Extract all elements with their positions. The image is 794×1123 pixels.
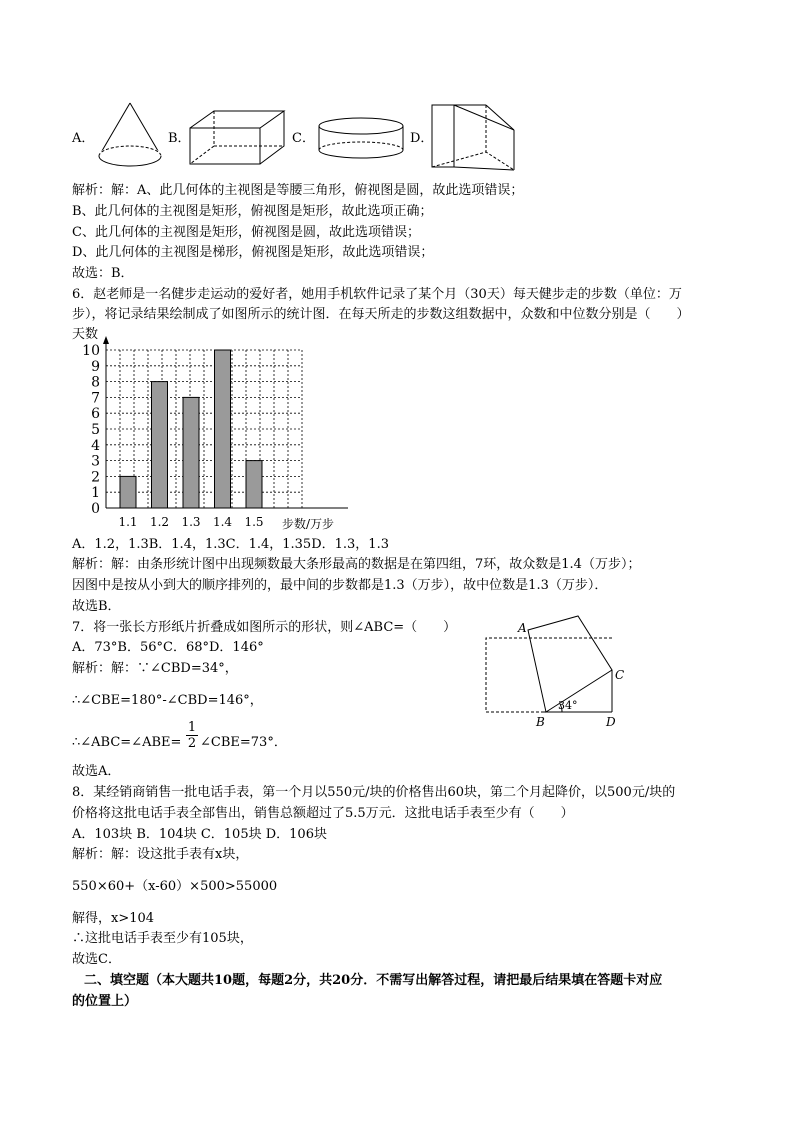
point-d-label: D [606,715,616,729]
x-tick-label: 1.5 [244,515,264,529]
folded-rectangle-figure [478,610,638,730]
y-tick-label: 10 [82,343,100,359]
q8-answer: 故选C． [72,952,121,967]
prism-figure [430,100,516,174]
y-tick-label: 0 [91,501,100,517]
q5-analysis-line-2: B、此几何体的主视图是矩形，俯视图是矩形，故此选项正确； [72,204,433,219]
q5-answer: 故选：B． [72,266,134,281]
point-a-label: A [518,621,527,635]
y-tick-label: 5 [91,422,100,438]
q8-inequality: 550×60+（x-60）×500>55000 [72,879,278,894]
y-tick-label: 6 [91,406,100,423]
bar-1.4 [215,350,231,508]
angle-label: 34° [558,699,578,712]
x-axis-label: 步数/万步 [282,517,335,531]
q7-options: A．73°B．56°C．68°D．146° [72,640,264,655]
x-tick-label: 1.4 [212,515,233,529]
q8-solution: 解得，x>104 [72,911,155,926]
fraction-numerator: 1 [187,720,197,735]
option-c-label: C． [292,131,315,146]
y-axis-arrow [103,336,109,344]
y-tick-label: 8 [91,374,100,391]
q7-analysis-line-2: ∴∠CBE=180°-∠CBD=146°， [72,693,263,708]
y-tick-label: 1 [91,485,100,502]
q7-answer: 故选A． [72,764,121,779]
bar-1.2 [152,382,168,508]
section-title-line-2: 的位置上） [72,994,138,1009]
y-axis-label: 天数 [72,327,99,342]
q7-analysis-line-1: 解析：解：∵∠CBD=34°， [72,661,238,676]
bar-chart [68,324,348,536]
bar-1.1 [120,476,136,508]
cylinder-figure [316,116,406,162]
point-b-label: B [536,715,545,729]
q6-stem-line-1: 6．赵老师是一名健步走运动的爱好者，她用手机软件记录了某个月（30天）每天健步走的步数（单位：万 [72,287,682,302]
x-tick-label: 1.2 [149,515,170,529]
q8-stem-line-1: 8．某经销商销售一批电话手表，第一个月以550元/块的价格售出60块，第二个月起降价，以500元/块的 [72,785,676,800]
q7-analysis-line-3a: ∴∠ABC=∠ABE= [72,735,182,750]
q7-stem: 7．将一张长方形纸片折叠成如图所示的形状，则∠ABC=（ ） [72,620,457,635]
q6-analysis-line-2: 因图中是按从小到大的顺序排列的，最中间的步数都是1.3（万步），故中位数是1.3（万步）． [72,578,608,593]
y-tick-label: 7 [91,390,100,407]
q6-analysis-line-1: 解析：解：由条形统计图中出现频数最大条形最高的数据是在第四组，7环，故众数是1.4（万步）； [72,557,641,572]
option-b-label: B． [168,131,191,146]
q6-options: A．1.2，1.3B．1.4，1.3C．1.4，1.35D．1.3，1.3 [72,537,389,552]
q5-analysis-line-1: 解析：解：A、此几何体的主视图是等腰三角形，俯视图是圆，故此选项错误； [72,183,524,198]
bar-1.3 [183,397,199,508]
cuboid-figure [188,108,288,168]
y-tick-label: 2 [91,469,100,486]
x-tick-label: 1.3 [181,515,201,529]
q5-analysis-line-3: C、此几何体的主视图是矩形，俯视图是圆，故此选项错误； [72,225,420,240]
bar-1.5 [246,461,262,508]
x-tick-label: 1.1 [118,515,138,529]
point-c-label: C [615,668,625,682]
fraction [186,720,198,751]
option-d-label: D． [410,131,434,146]
cone-figure [94,100,166,172]
y-tick-label: 4 [91,437,100,454]
q7-analysis-line-3b: ∠CBE=73°． [200,735,287,750]
q6-stem-line-2: 步），将记录结果绘制成了如图所示的统计图．在每天所走的步数这组数据中，众数和中位数分别是（ ） [72,307,690,322]
q5-analysis-line-4: D、此几何体的主视图是梯形，俯视图是矩形，故此选项错误； [72,245,434,260]
option-a-label: A． [72,131,95,146]
q8-options: A．103块 B．104块 C．105块 D．106块 [72,827,327,842]
q8-stem-line-2: 价格将这批电话手表全部售出，销售总额超过了5.5万元．这批电话手表至少有（ ） [72,806,574,821]
section-title-line-1: 二、填空题（本大题共10题，每题2分，共20分．不需写出解答过程，请把最后结果填在答题卡对应 [84,973,663,988]
y-tick-label: 9 [91,358,100,375]
fraction-denominator: 2 [187,736,197,751]
q8-conclusion: ∴这批电话手表至少有105块， [72,931,253,946]
y-tick-label: 3 [91,453,100,470]
q8-analysis-line-1: 解析：解：设这批手表有x块， [72,847,249,862]
q6-answer: 故选B． [72,599,121,614]
